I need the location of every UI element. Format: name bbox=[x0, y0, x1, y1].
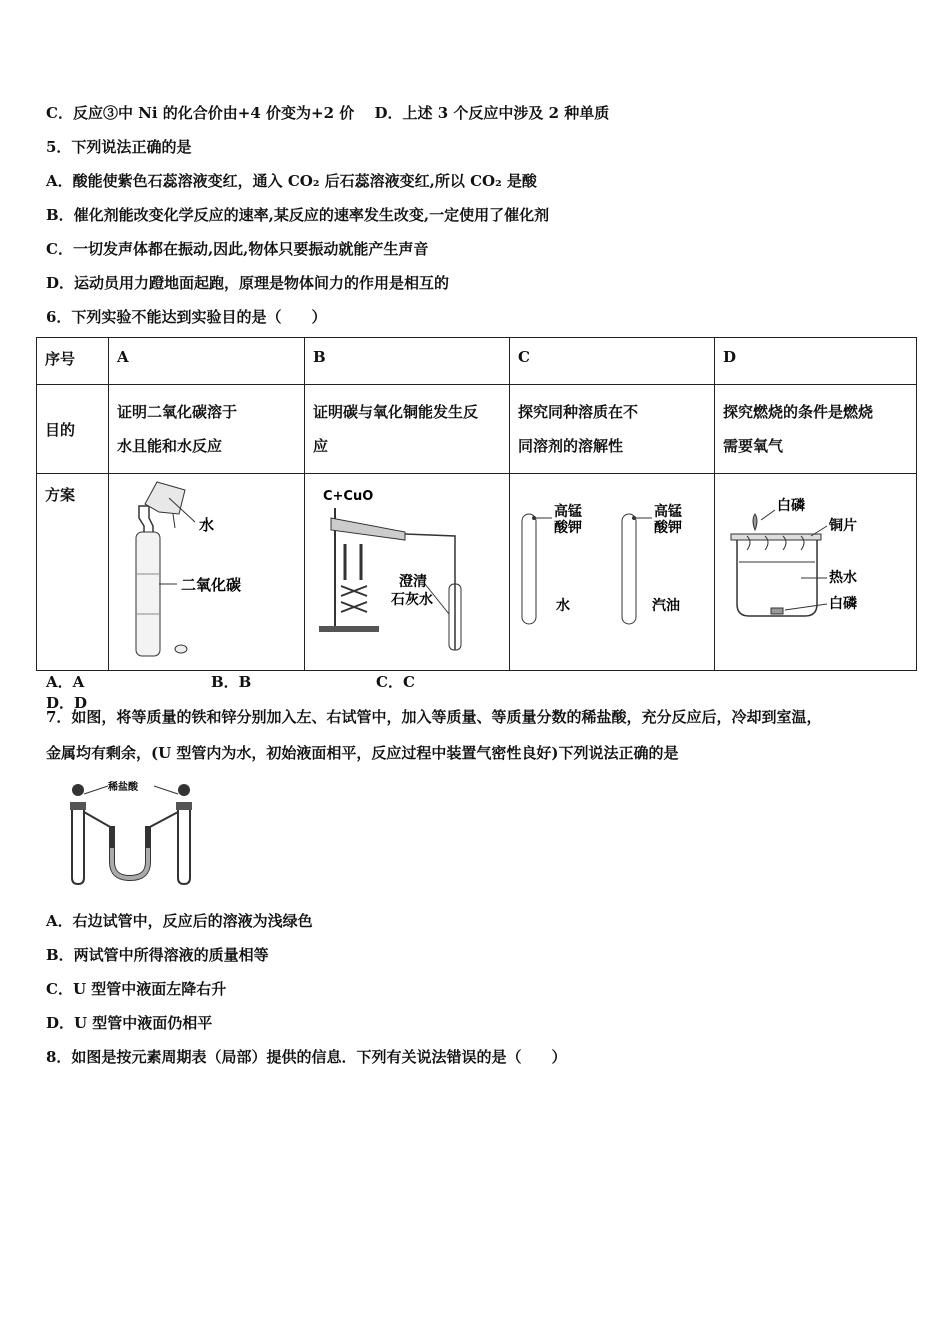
q6-answer-b: B．B bbox=[211, 673, 252, 691]
q7-option-b: B．两试管中所得溶液的质量相等 bbox=[46, 946, 269, 964]
q8-stem: 8．如图是按元素周期表（局部）提供的信息．下列有关说法错误的是（ ） bbox=[46, 1048, 567, 1066]
q6-answer-d: D．D bbox=[46, 694, 88, 712]
q7-option-c: C．U 型管中液面左降右升 bbox=[46, 980, 227, 998]
q7-option-a: A．右边试管中，反应后的溶液为浅绿色 bbox=[46, 912, 313, 930]
header-seq: 序号 bbox=[37, 338, 109, 385]
figure-u-tube bbox=[50, 778, 210, 890]
label-white-p-1: 白磷 bbox=[777, 498, 805, 514]
header-d: D bbox=[715, 338, 917, 385]
label-limewater-2: 石灰水 bbox=[391, 592, 433, 608]
q5-option-a: A．酸能使紫色石蕊溶液变红，通入 CO₂ 后石蕊溶液变红,所以 CO₂ 是酸 bbox=[46, 172, 537, 190]
q6-answer-a: A．A bbox=[46, 673, 85, 691]
header-a: A bbox=[109, 338, 305, 385]
label-co2: 二氧化碳 bbox=[181, 576, 242, 594]
purpose-a-2: 水且能和水反应 bbox=[117, 437, 223, 455]
figure-co2-bottle bbox=[109, 474, 304, 664]
q6-answer-c: C．C bbox=[376, 673, 415, 691]
q4-options-line: C．反应③中 Ni 的化合价由+4 价变为+2 价 D．上述 3 个反应中涉及 2 种单质 bbox=[46, 104, 610, 122]
label-water: 水 bbox=[199, 516, 215, 534]
q7-stem-2: 金属均有剩余，(U 型管内为水，初始液面相平，反应过程中装置气密性良好)下列说法正确的是 bbox=[46, 744, 679, 762]
header-b: B bbox=[305, 338, 510, 385]
header-c: C bbox=[510, 338, 715, 385]
q5-option-d: D．运动员用力蹬地面起跑，原理是物体间力的作用是相互的 bbox=[46, 274, 450, 292]
purpose-b-2: 应 bbox=[313, 437, 329, 455]
label-kmno4-4: 酸钾 bbox=[654, 520, 682, 536]
q7-option-d: D．U 型管中液面仍相平 bbox=[46, 1014, 213, 1032]
purpose-b-1: 证明碳与氧化铜能发生反 bbox=[313, 403, 479, 421]
label-kmno4-3: 高锰 bbox=[654, 504, 682, 520]
purpose-d-1: 探究燃烧的条件是燃烧 bbox=[723, 403, 874, 421]
label-copper-sheet: 铜片 bbox=[829, 518, 857, 534]
label-dilute-hcl: 稀盐酸 bbox=[108, 782, 138, 793]
label-hot-water: 热水 bbox=[829, 570, 857, 586]
experiment-table bbox=[36, 337, 917, 671]
figure-carbon-copper-oxide bbox=[305, 474, 509, 664]
purpose-d-2: 需要氧气 bbox=[723, 437, 784, 455]
figure-combustion bbox=[715, 474, 916, 664]
purpose-c-2: 同溶剂的溶解性 bbox=[518, 437, 624, 455]
plan-label: 方案 bbox=[37, 474, 109, 671]
label-water-c: 水 bbox=[556, 598, 570, 614]
q5-option-c: C．一切发声体都在振动,因此,物体只要振动就能产生声音 bbox=[46, 240, 429, 258]
label-limewater-1: 澄清 bbox=[399, 574, 427, 590]
q6-stem: 6．下列实验不能达到实验目的是（ ） bbox=[46, 308, 327, 326]
purpose-label: 目的 bbox=[37, 385, 109, 474]
label-kmno4-1: 高锰 bbox=[554, 504, 582, 520]
purpose-c-1: 探究同种溶质在不 bbox=[518, 403, 639, 421]
purpose-a-1: 证明二氧化碳溶于 bbox=[117, 403, 238, 421]
q7-stem-1: 7．如图，将等质量的铁和锌分别加入左、右试管中，加入等质量、等质量分数的稀盐酸，充分反应后，冷却到室温， bbox=[46, 708, 822, 726]
label-gasoline: 汽油 bbox=[652, 598, 680, 614]
q5-option-b: B．催化剂能改变化学反应的速率,某反应的速率发生改变,一定使用了催化剂 bbox=[46, 206, 550, 224]
figure-kmno4-solubility bbox=[510, 474, 714, 664]
label-kmno4-2: 酸钾 bbox=[554, 520, 582, 536]
label-white-p-2: 白磷 bbox=[829, 596, 857, 612]
q5-stem: 5．下列说法正确的是 bbox=[46, 138, 192, 156]
label-c-cuo: C+CuO bbox=[323, 489, 374, 504]
